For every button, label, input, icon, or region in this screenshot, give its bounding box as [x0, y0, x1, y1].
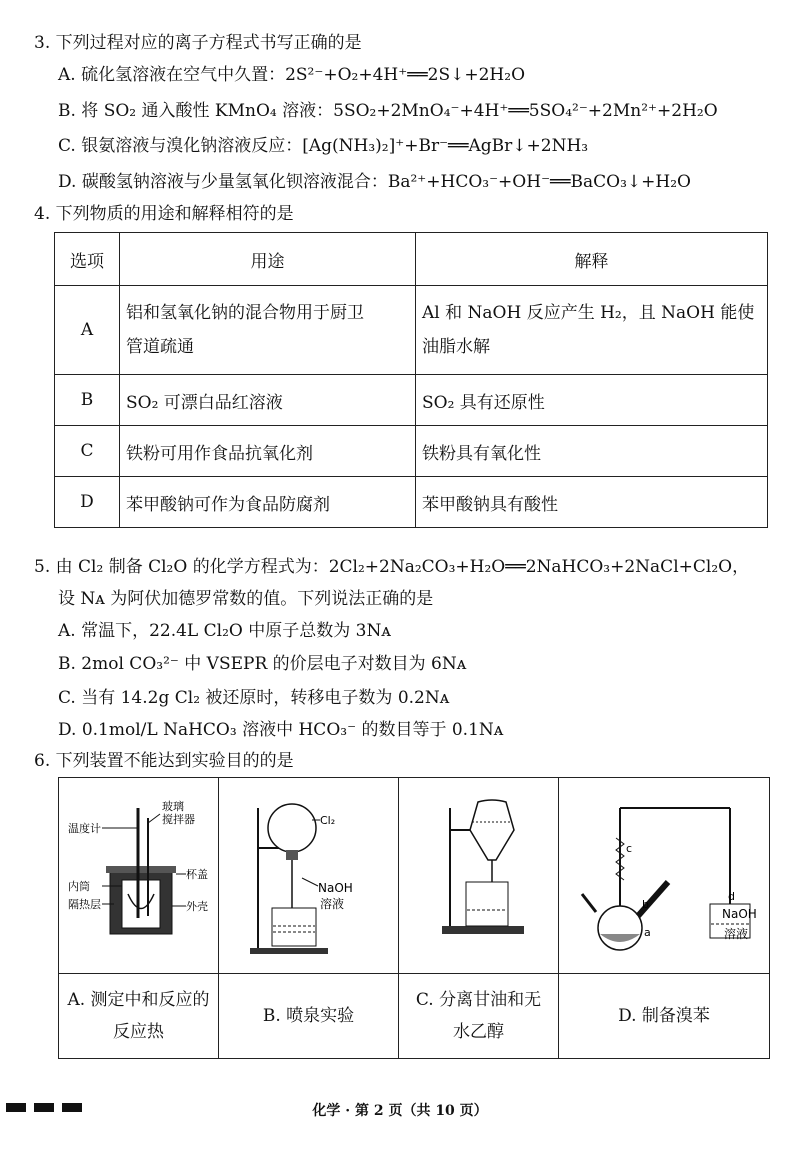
row-use: 铝和氢氧化钠的混合物用于厨卫 管道疏通 [120, 286, 416, 375]
figure-b-fountain [219, 778, 399, 974]
q6-stem: 6. 下列装置不能达到实验目的的是 [34, 751, 294, 771]
label-naoh: NaOH [722, 907, 757, 921]
q5-option-a: A. 常温下，22.4L Cl₂O 中原子总数为 3Nᴀ [58, 621, 391, 641]
row-option: B [55, 375, 120, 426]
row-reason: Al 和 NaOH 反应产生 H₂，且 NaOH 能使 油脂水解 [416, 286, 768, 375]
caption-a: A. 测定中和反应的 反应热 [59, 974, 219, 1059]
row-reason: 苯甲酸钠具有酸性 [416, 477, 768, 528]
q6-apparatus-table [58, 777, 770, 1059]
q5-stem-1: 5. 由 Cl₂ 制备 Cl₂O 的化学方程式为：2Cl₂+2Na₂CO₃+H₂O══2NaHCO₃+2NaCl+Cl₂O， [34, 557, 750, 577]
q4-table [54, 232, 768, 528]
q3-option-a: A. 硫化氢溶液在空气中久置：2S²⁻+O₂+4H⁺══2S↓+2H₂O [58, 65, 526, 85]
caption-b: B. 喷泉实验 [219, 974, 399, 1059]
bromobenzene-diagram [560, 778, 768, 968]
page-footer: 化学 · 第 2 页（共 10 页） [312, 1103, 488, 1119]
row-use: 铁粉可用作食品抗氧化剂 [120, 426, 416, 477]
label-c: c [626, 842, 633, 855]
q5-option-b: B. 2mol CO₃²⁻ 中 VSEPR 的价层电子对数目为 6Nᴀ [58, 654, 467, 674]
table-row [55, 286, 768, 375]
table-row [55, 375, 768, 426]
label-solution: 溶液 [319, 897, 344, 911]
caption-d: D. 制备溴苯 [559, 974, 770, 1059]
label-a: a [644, 926, 651, 939]
figure-d-bromobenzene-apparatus [559, 778, 770, 974]
row-option: D [55, 477, 120, 528]
header-option: 选项 [55, 233, 120, 286]
label-insulation: 隔热层 [67, 898, 101, 911]
table-row [55, 477, 768, 528]
label-inner: 内筒 [67, 880, 90, 893]
label-shell: 外壳 [185, 900, 208, 913]
label-lid: 杯盖 [185, 868, 208, 881]
row-option: C [55, 426, 120, 477]
label-naoh: NaOH [317, 881, 353, 895]
figure-a-calorimeter [59, 778, 219, 974]
figure-c-separatory-funnel [399, 778, 559, 974]
row-reason: 铁粉具有氧化性 [416, 426, 768, 477]
q5-option-c: C. 当有 14.2g Cl₂ 被还原时，转移电子数为 0.2Nᴀ [58, 688, 450, 708]
q3-option-d: D. 碳酸氢钠溶液与少量氢氧化钡溶液混合：Ba²⁺+HCO₃⁻+OH⁻══BaCO₃↓+H₂O [58, 172, 691, 192]
q5-option-d: D. 0.1mol/L NaHCO₃ 溶液中 HCO₃⁻ 的数目等于 0.1Nᴀ [58, 720, 504, 740]
label-b: b [642, 898, 649, 911]
label-solution: 溶液 [724, 927, 749, 941]
q5-stem-2: 设 Nᴀ 为阿伏加德罗常数的值。下列说法正确的是 [58, 589, 434, 609]
label-thermometer: 温度计 [67, 822, 101, 835]
label-cl2: Cl₂ [319, 814, 335, 827]
table-row [55, 426, 768, 477]
label-d: d [728, 890, 735, 903]
separatory-funnel-diagram [400, 778, 558, 968]
q3-option-c: C. 银氨溶液与溴化钠溶液反应：[Ag(NH₃)₂]⁺+Br⁻══AgBr↓+2NH₃ [58, 136, 589, 156]
row-use: SO₂ 可漂白品红溶液 [120, 375, 416, 426]
row-use: 苯甲酸钠可作为食品防腐剂 [120, 477, 416, 528]
label-glass-2: 搅拌器 [161, 813, 195, 826]
fountain-diagram [220, 778, 398, 968]
row-option: A [55, 286, 120, 375]
q3-stem: 3. 下列过程对应的离子方程式书写正确的是 [34, 33, 362, 53]
header-reason: 解释 [416, 233, 768, 286]
label-glass-1: 玻璃 [161, 800, 184, 813]
q4-stem: 4. 下列物质的用途和解释相符的是 [34, 204, 294, 224]
q3-option-b: B. 将 SO₂ 通入酸性 KMnO₄ 溶液：5SO₂+2MnO₄⁻+4H⁺══5SO₄²⁻+2Mn²⁺+2H₂O [58, 101, 718, 121]
table-header-row [55, 233, 768, 286]
header-use: 用途 [120, 233, 416, 286]
calorimeter-diagram [60, 778, 218, 968]
caption-c: C. 分离甘油和无 水乙醇 [399, 974, 559, 1059]
row-reason: SO₂ 具有还原性 [416, 375, 768, 426]
